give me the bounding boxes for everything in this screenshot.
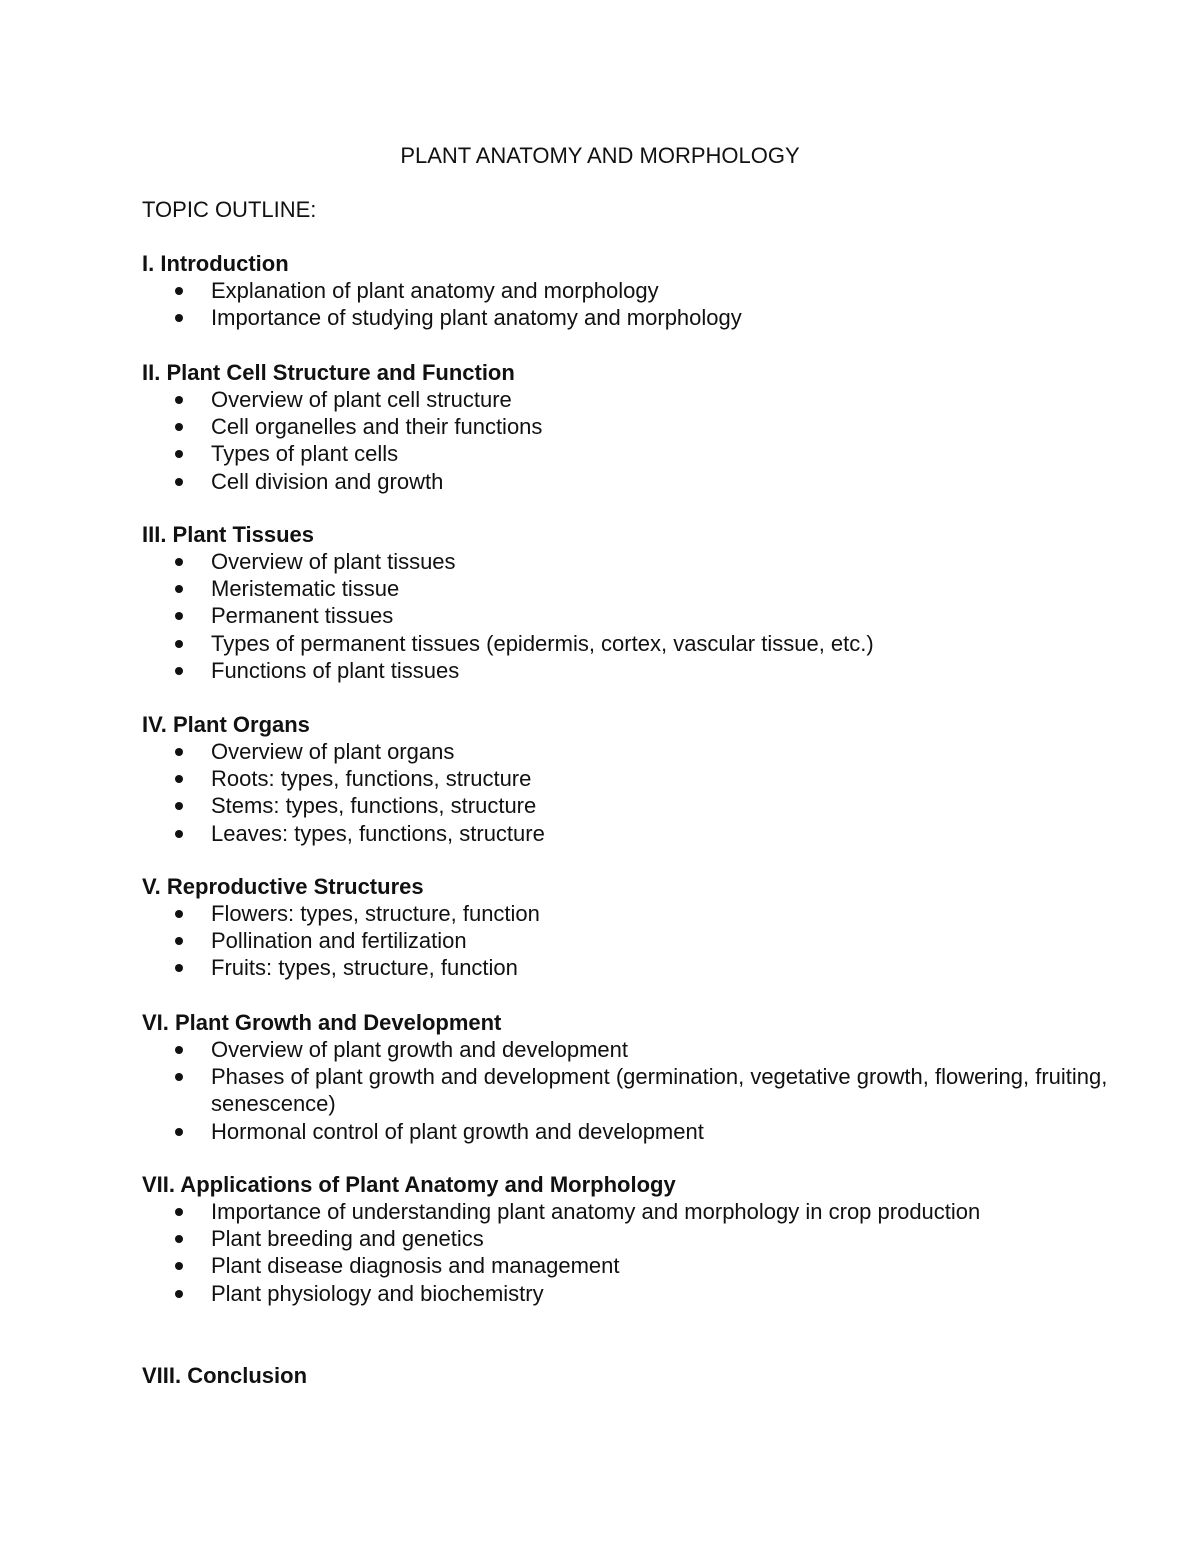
section-heading: VII. Applications of Plant Anatomy and Morphology	[142, 1172, 676, 1197]
list-item	[142, 738, 1111, 765]
section-heading: VI. Plant Growth and Development	[142, 1010, 502, 1035]
section-heading: II. Plant Cell Structure and Function	[142, 360, 515, 385]
list-item	[142, 1036, 1111, 1063]
list-item	[142, 602, 1111, 629]
section-item-list	[142, 548, 1102, 684]
bullet-icon	[175, 802, 183, 810]
section-item-list	[142, 1198, 1102, 1307]
section-item-list	[142, 900, 1102, 982]
list-item-text: Overview of plant cell structure	[211, 387, 512, 412]
bullet-icon	[175, 1262, 183, 1270]
list-item-text: Functions of plant tissues	[211, 657, 460, 683]
bullet-icon	[175, 450, 183, 458]
bullet-icon	[175, 478, 183, 486]
list-item-text: Leaves: types, functions, structure	[211, 820, 545, 846]
list-item-text: Types of permanent tissues (epidermis, cortex, vascular tissue, etc.)	[211, 630, 874, 656]
bullet-icon	[175, 964, 183, 972]
list-item-text: Roots: types, functions, structure	[211, 766, 532, 792]
bullet-icon	[175, 1128, 183, 1136]
list-item	[142, 440, 1111, 467]
list-item	[142, 1252, 1111, 1279]
bullet-icon	[175, 748, 183, 756]
bullet-icon	[175, 396, 183, 404]
list-item	[142, 820, 1111, 847]
list-item-text: Explanation of plant anatomy and morphology	[211, 278, 659, 303]
list-item	[142, 792, 1111, 819]
section-applications	[142, 1172, 1102, 1307]
list-item	[142, 468, 1111, 495]
bullet-icon	[175, 1073, 183, 1081]
topic-outline-label: TOPIC OUTLINE:	[142, 197, 317, 222]
list-item	[142, 575, 1111, 602]
document-title: PLANT ANATOMY AND MORPHOLOGY	[400, 143, 800, 168]
list-item	[142, 413, 1111, 440]
bullet-icon	[175, 667, 183, 675]
list-item-text: Cell organelles and their functions	[211, 414, 543, 440]
list-item	[142, 386, 1111, 413]
bullet-icon	[175, 558, 183, 566]
list-item-text: Plant disease diagnosis and management	[211, 1253, 620, 1279]
list-item	[142, 1280, 1111, 1307]
bullet-icon	[175, 1290, 183, 1298]
bullet-icon	[175, 1208, 183, 1216]
list-item-text: Permanent tissues	[211, 603, 394, 629]
list-item-text: Overview of plant organs	[211, 739, 455, 764]
list-item-text: Cell division and growth	[211, 468, 444, 494]
list-item	[142, 927, 1111, 954]
list-item	[142, 954, 1111, 981]
section-reproductive-structures	[142, 874, 1102, 982]
list-item-text: Importance of studying plant anatomy and morphology	[211, 305, 742, 331]
bullet-icon	[175, 1235, 183, 1243]
list-item-text: Overview of plant growth and development	[211, 1037, 629, 1062]
bullet-icon	[175, 314, 183, 322]
bullet-icon	[175, 910, 183, 918]
section-heading: I. Introduction	[142, 251, 289, 276]
list-item	[142, 1118, 1111, 1145]
section-conclusion	[142, 1363, 1102, 1389]
list-item	[142, 630, 1111, 657]
bullet-icon	[175, 1046, 183, 1054]
section-introduction	[142, 251, 1102, 331]
list-item-text: Stems: types, functions, structure	[211, 793, 537, 819]
section-item-list	[142, 386, 1102, 495]
section-item-list	[142, 277, 1102, 331]
section-item-list	[142, 738, 1102, 847]
list-item	[142, 1198, 1111, 1225]
bullet-icon	[175, 830, 183, 838]
list-item-text: Plant breeding and genetics	[211, 1226, 484, 1252]
section-item-list	[142, 1036, 1108, 1145]
bullet-icon	[175, 612, 183, 620]
section-plant-growth	[142, 1010, 1108, 1145]
list-item-text: Meristematic tissue	[211, 576, 400, 602]
section-heading: III. Plant Tissues	[142, 522, 314, 547]
section-heading: IV. Plant Organs	[142, 712, 310, 737]
list-item-text: Fruits: types, structure, function	[211, 955, 518, 981]
section-heading: VIII. Conclusion	[142, 1363, 308, 1388]
list-item	[142, 900, 1111, 927]
section-heading: V. Reproductive Structures	[142, 874, 424, 899]
list-item-text: Hormonal control of plant growth and development	[211, 1118, 704, 1144]
bullet-icon	[175, 287, 183, 295]
list-item	[142, 657, 1111, 684]
list-item	[142, 548, 1111, 575]
list-item	[142, 1063, 1111, 1117]
list-item	[142, 277, 1111, 304]
list-item	[142, 304, 1111, 331]
section-plant-cell	[142, 360, 1102, 495]
list-item-text: Overview of plant tissues	[211, 549, 456, 574]
section-plant-organs	[142, 712, 1102, 847]
list-item	[142, 1225, 1111, 1252]
bullet-icon	[175, 937, 183, 945]
section-plant-tissues	[142, 522, 1102, 684]
list-item-text: Types of plant cells	[211, 441, 399, 467]
list-item-text: Phases of plant growth and development (germination, vegetative growth, flowering, fruiting, senescence)	[211, 1064, 1108, 1117]
list-item-text: Flowers: types, structure, function	[211, 901, 540, 926]
list-item-text: Importance of understanding plant anatomy and morphology in crop production	[211, 1199, 981, 1224]
bullet-icon	[175, 423, 183, 431]
list-item-text: Pollination and fertilization	[211, 928, 467, 954]
list-item-text: Plant physiology and biochemistry	[211, 1280, 544, 1306]
bullet-icon	[175, 775, 183, 783]
bullet-icon	[175, 585, 183, 593]
list-item	[142, 765, 1111, 792]
bullet-icon	[175, 640, 183, 648]
